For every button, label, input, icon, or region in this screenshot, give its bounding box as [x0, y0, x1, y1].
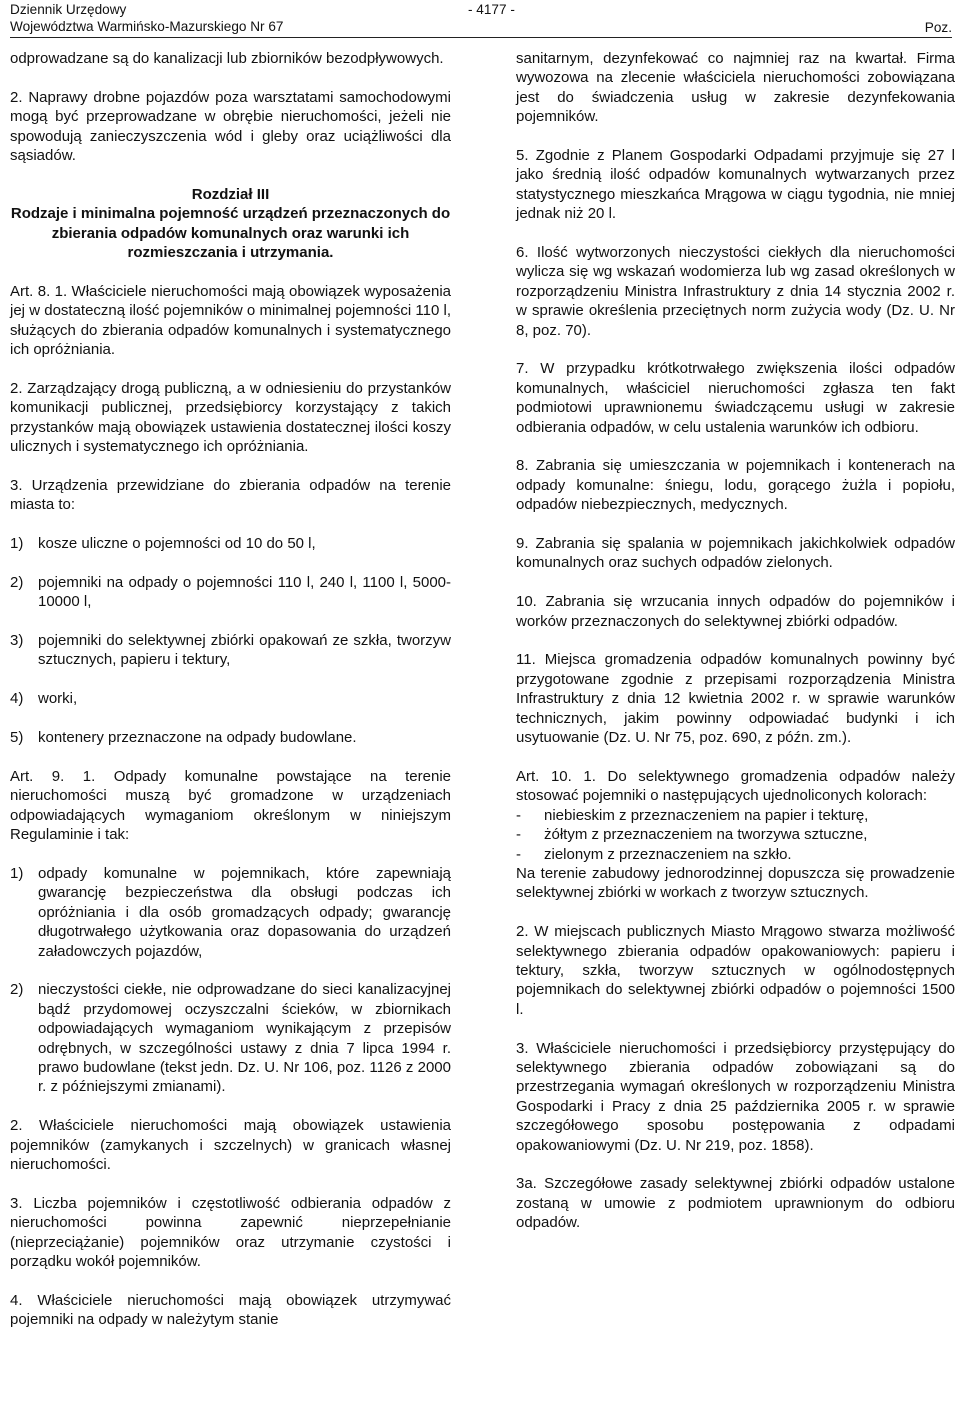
paragraph-7: 7. W przypadku krótkotrwałego zwiększenia ilości odpadów komunalnych, właściciel nieruchomości zgłasza ten fakt podmiotowi uprawnionemu świadczącemu usługi w zakresie odbierania odpadów, w celu ustalenia warunków ich odbioru.: [516, 360, 955, 436]
chapter-subtitle: Rodzaje i minimalna pojemność urządzeń przeznaczonych do zbierania odpadów komunalnych oraz warunki ich rozmieszczania i utrzymania.: [10, 205, 451, 262]
article-9-4: 4. Właściciele nieruchomości mają obowiązek utrzymywać pojemniki na odpady w należytym stanie: [10, 1291, 451, 1329]
journal-line-2: Województwa Warmińsko-Mazurskiego Nr 67: [10, 19, 284, 34]
paragraph-5: 5. Zgodnie z Planem Gospodarki Odpadami przyjmuje się 27 l jako średnią ilość odpadów komunalnych wytwarzanych przez statystycznego mieszkańca Mrągowa w ciągu tygodnia, nie mniej jednak niż 20 l.: [516, 147, 955, 223]
header-divider: [10, 37, 952, 38]
list-item: - zielonym z przeznaczeniem na szkło.: [516, 845, 792, 863]
list-item: 2) nieczystości ciekłe, nie odprowadzane do sieci kanalizacyjnej bądź przydomowej oczyszczalni ścieków, w zbiornikach odpowiadających wymaganiom wynikającym z przepisów odrębnych, w szczególności ustawy z dnia 7 lipca 1994 r. prawo budowlane (tekst jedn. Dz. U. Nr 106, poz. 1126 z 2000 r. z późniejszymi zmianami).: [10, 981, 451, 1096]
color-list: [516, 806, 955, 864]
paragraph: odprowadzane są do kanalizacji lub zbiorników bezodpływowych.: [10, 50, 444, 67]
paragraph-8: 8. Zabrania się umieszczania w pojemnikach i kontenerach na odpady komunalne: śniegu, lodu, gorącego żużla i popiołu, odpadów niebezpiecznych, medycznych.: [516, 457, 955, 514]
paragraph-11: 11. Miejsca gromadzenia odpadów komunalnych powinny być przygotowane zgodnie z przepisami rozporządzenia Ministra Infrastruktury z dnia 12 kwietnia 2002 r. w sprawie warunków technicznych, jakim powinny odpowiadać budynki i ich usytuowanie (Dz. U. Nr 75, poz. 690, z późn. zm.).: [516, 651, 955, 747]
right-column: [516, 49, 955, 1252]
paragraph: sanitarnym, dezynfekować co najmniej raz na kwartał. Firma wywozowa na zlecenie właściciela nieruchomości zobowiązana jest do świadczenia usług w zakresie dezynfekowania pojemników.: [516, 50, 955, 126]
storage-list: [10, 864, 451, 1097]
left-column: [10, 49, 451, 1349]
paragraph-6: 6. Ilość wytworzonych nieczystości ciekłych dla nieruchomości wylicza się wg wskazań wodomierza lub wg zasad określonych w rozporządzeniu Ministra Infrastruktury z dnia 14 stycznia 2002 r. w sprawie określenia przeciętnych norm zużycia wody (Dz. U. Nr 8, poz. 70).: [516, 244, 955, 339]
article-10-3: 3. Właściciele nieruchomości i przedsiębiorcy przystępujący do selektywnego zbierania odpadów zobowiązani są do przestrzegania wymagań określonych w rozporządzeniu Ministra Gospodarki i Pracy z dnia 25 października 2005 r. w sprawie szczegółowego sposobu postępowania z odpadami opakowaniowymi (Dz. U. Nr 219, poz. 1858).: [516, 1039, 955, 1154]
list-item: 2) pojemniki na odpady o pojemności 110 l, 240 l, 1100 l, 5000-10000 l,: [10, 573, 451, 611]
article-10-1: Art. 10. 1. Do selektywnego gromadzenia odpadów należy stosować pojemniki o następujących ujednoliconych kolorach:: [516, 767, 955, 805]
list-item: 1) kosze uliczne o pojemności od 10 do 50 l,: [10, 535, 316, 553]
paragraph-9: 9. Zabrania się spalania w pojemnikach jakichkolwiek odpadów komunalnych oraz suchych odpadów zielonych.: [516, 535, 955, 572]
chapter-title: Rozdział III: [191, 185, 270, 203]
journal-line-1: Dziennik Urzędowy: [10, 2, 127, 17]
article-9-3: 3. Liczba pojemników i częstotliwość odbierania odpadów z nieruchomości powinna zapewnić nieprzepełnianie (nieprzeciążanie) pojemników oraz utrzymanie czystości i porządku wokół pojemników.: [10, 1194, 451, 1270]
article-10-2: 2. W miejscach publicznych Miasto Mrągowo stwarza możliwość selektywnego zbierania odpadów opakowaniowych: papieru i tektury, szkła, tworzyw sztucznych w ogólnodostępnych pojemnikach do selektywnej zbiórki odpadów o pojemności 1500 l.: [516, 923, 955, 1018]
article-10-3a: 3a. Szczegółowe zasady selektywnej zbiórki odpadów ustalone zostaną w umowie z podmiotem uprawnionym do odbioru odpadów.: [516, 1175, 955, 1232]
list-item: - żółtym z przeznaczeniem na tworzywa sztuczne,: [516, 826, 868, 844]
paragraph-10: 10. Zabrania się wrzucania innych odpadów do pojemników i worków przeznaczonych do selektywnej zbiórki odpadów.: [516, 593, 955, 630]
journal-title: [10, 1, 283, 35]
list-item: 3) pojemniki do selektywnej zbiórki opakowań ze szkła, tworzyw sztucznych, papieru i tektury,: [10, 632, 451, 669]
article-10-1-continued: Na terenie zabudowy jednorodzinnej dopuszcza się prowadzenie selektywnej zbiórki w workach z tworzyw sztucznych.: [516, 864, 955, 902]
article-8-2: 2. Zarządzający drogą publiczną, a w odniesieniu do przystanków komunikacji publicznej, przedsiębiorcy korzystający z takich przystanków mają obowiązek ustawienia dostatecznej ilości koszy ulicznych i systematycznego ich opróżniania.: [10, 379, 451, 456]
list-item: 1) odpady komunalne w pojemnikach, które zapewniają gwarancję bezpieczeństwa dla obsługi podczas ich opróżniania i dla osób gromadzących odpady; gwarancję długotrwałego użytkowania oraz dopasowania do urządzeń załadowczych pojazdów,: [10, 864, 451, 960]
paragraph: 2. Naprawy drobne pojazdów poza warsztatami samochodowymi mogą być przeprowadzane w obrębie nieruchomości, jeżeli nie spowodują zanieczyszczenia wód i gleby oraz uciążliwości dla sąsiadów.: [10, 88, 451, 165]
list-item: 4) worki,: [10, 690, 78, 708]
list-item: - niebieskim z przeznaczeniem na papier i tekturę,: [516, 806, 869, 824]
list-item: 5) kontenery przeznaczone na odpady budowlane.: [10, 729, 357, 747]
article-9-2: 2. Właściciele nieruchomości mają obowiązek ustawienia pojemników (zamykanych i szczelnych) w granicach własnej nieruchomości.: [10, 1117, 451, 1173]
container-list: [10, 534, 451, 747]
article-8-1: Art. 8. 1. Właściciele nieruchomości mają obowiązek wyposażenia jej w dostateczną ilość pojemników o minimalnej pojemności 110 l, służących do zbierania odpadów komunalnych i systematycznego ich opróżniania.: [10, 282, 451, 359]
page-number: - 4177 -: [468, 2, 515, 17]
article-8-3: 3. Urządzenia przewidziane do zbierania odpadów na terenie miasta to:: [10, 476, 451, 514]
page-header: [10, 0, 952, 36]
article-9-1: Art. 9. 1. Odpady komunalne powstające na terenie nieruchomości muszą być gromadzone w urządzeniach odpowiadających wymaganiom określonym w niniejszym Regulaminie i tak:: [10, 767, 451, 844]
position-label: Poz.: [924, 20, 952, 35]
